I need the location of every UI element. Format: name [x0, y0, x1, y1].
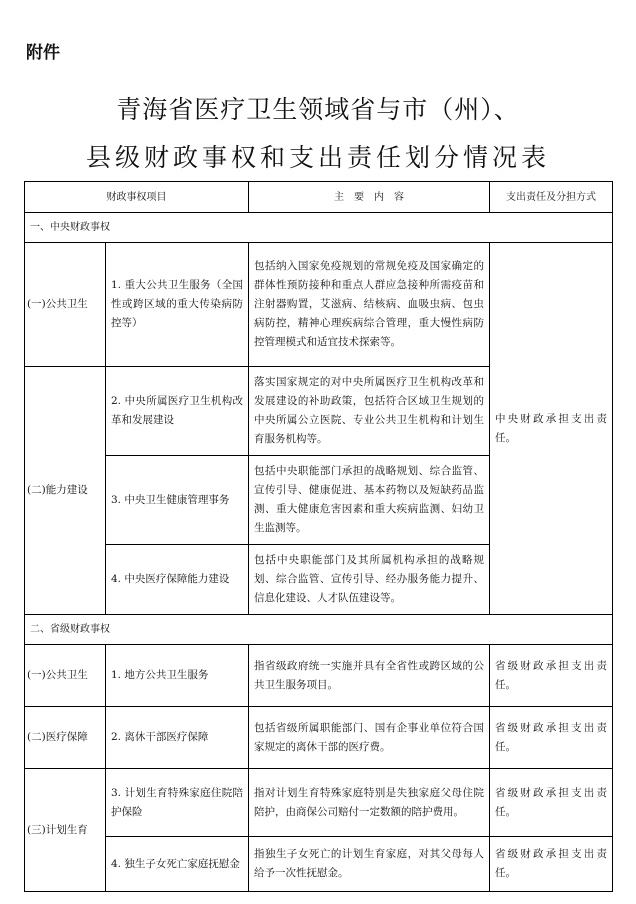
- category-cell: (二)能力建设: [25, 367, 106, 615]
- content-cell: 包括省级所属职能部门、国有企事业单位符合国家规定的离休干部的医疗费。: [249, 707, 490, 769]
- table-row: [25, 707, 613, 769]
- table-header-row: [25, 182, 613, 213]
- header-project: 财政事权项目: [25, 182, 249, 213]
- table-row: [25, 645, 613, 707]
- item-cell: 4. 中央医疗保障能力建设: [106, 545, 249, 615]
- content-cell: 落实国家规定的对中央所属医疗卫生机构改革和发展建设的补助政策，包括符合区域卫生规划的中央所属公立医院、专业公共卫生机构和计划生育服务机构等。: [249, 367, 490, 456]
- item-cell: 1. 地方公共卫生服务: [106, 645, 249, 707]
- item-cell: 3. 中央卫生健康管理事务: [106, 456, 249, 545]
- table-row: [25, 243, 613, 367]
- responsibility-cell: 省级财政承担支出责任。: [490, 769, 613, 837]
- section-row: [25, 213, 613, 243]
- responsibility-cell: 省级财政承担支出责任。: [490, 707, 613, 769]
- content-cell: 指对计划生育特殊家庭特别是失独家庭父母住院陪护，由商保公司赔付一定数额的陪护费用。: [249, 769, 490, 837]
- table-row: [25, 769, 613, 837]
- responsibility-cell-central: 中央财政承担支出责任。: [490, 243, 613, 615]
- content-cell: 指独生子女死亡的计划生育家庭，对其父母每人给予一次性抚慰金。: [249, 837, 490, 892]
- item-cell: 2. 中央所属医疗卫生机构改革和发展建设: [106, 367, 249, 456]
- section-title-provincial: 二、省级财政事权: [25, 615, 613, 645]
- section-row: [25, 615, 613, 645]
- content-cell: 包括中央职能部门承担的战略规划、综合监管、宣传引导、健康促进、基本药物以及短缺药品监测、重大健康危害因素和重大疾病监测、妇幼卫生监测等。: [249, 456, 490, 545]
- item-cell: 4. 独生子女死亡家庭抚慰金: [106, 837, 249, 892]
- section-title-central: 一、中央财政事权: [25, 213, 613, 243]
- item-cell: 3. 计划生育特殊家庭住院陪护保险: [106, 769, 249, 837]
- page-title-line2: 县级财政事权和支出责任划分情况表: [85, 143, 550, 172]
- responsibility-cell: 省级财政承担支出责任。: [490, 837, 613, 892]
- category-cell: (一)公共卫生: [25, 243, 106, 367]
- content-cell: 包括纳入国家免疫规划的常规免疫及国家确定的群体性预防接种和重点人群应急接种所需疫苗和注射器购置，艾滋病、结核病、血吸虫病、包虫病防控，精神心理疾病综合管理，重大慢性病防控管理模式和适宜技术探索等。: [249, 243, 490, 367]
- header-content: 主 要 内 容: [249, 182, 490, 213]
- content-cell: 包括中央职能部门及其所属机构承担的战略规划、综合监管、宣传引导、经办服务能力提升、信息化建设、人才队伍建设等。: [249, 545, 490, 615]
- table-row: [25, 837, 613, 892]
- item-cell: 1. 重大公共卫生服务（全国性或跨区域的重大传染病防控等）: [106, 243, 249, 367]
- item-cell: 2. 离休干部医疗保障: [106, 707, 249, 769]
- category-cell: (一)公共卫生: [25, 645, 106, 707]
- category-cell: (三)计划生育: [25, 769, 106, 892]
- responsibility-table: [24, 181, 613, 892]
- page-title-line1: 青海省医疗卫生领域省与市（州）、: [116, 95, 520, 124]
- content-cell: 指省级政府统一实施并具有全省性或跨区域的公共卫生服务项目。: [249, 645, 490, 707]
- category-cell: (二)医疗保障: [25, 707, 106, 769]
- header-responsibility: 支出责任及分担方式: [490, 182, 613, 213]
- responsibility-cell: 省级财政承担支出责任。: [490, 645, 613, 707]
- attachment-label: 附件: [26, 43, 60, 63]
